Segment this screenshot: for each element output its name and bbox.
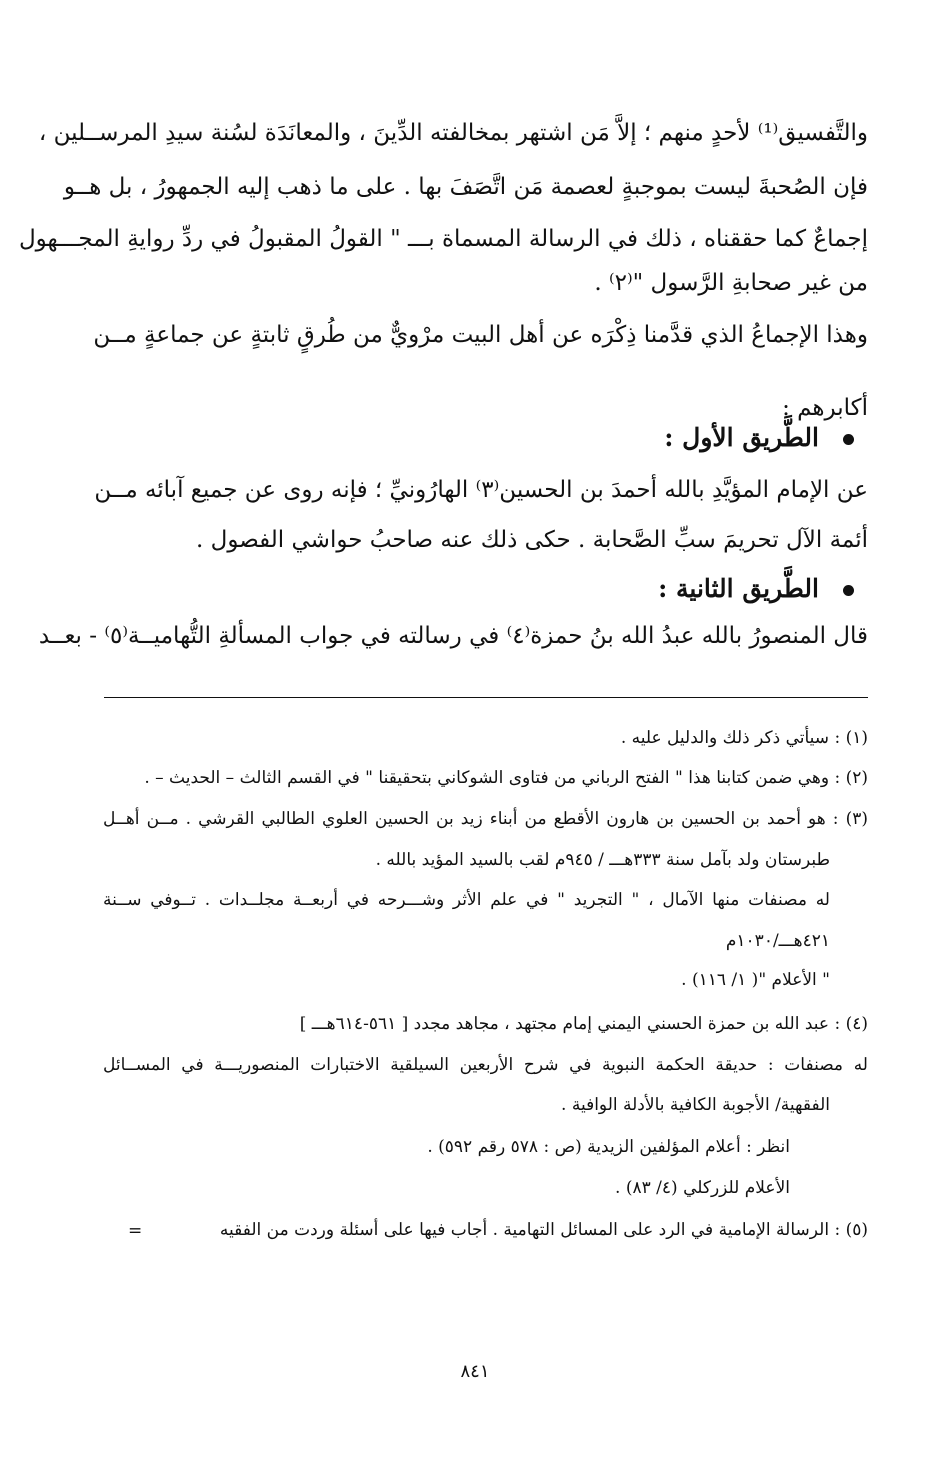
section-heading-first-path-text: الطَّريق الأول :	[664, 423, 819, 452]
footnote-1: (١) : سيأتي ذكر ذلك والدليل عليه .	[620, 728, 868, 748]
para2-line-2: أئمة الآل تحريمَ سبِّ الصَّحابة . حكى ذلك عنه صاحبُ حواشي الفصول .	[196, 527, 868, 553]
para2-line-1: عن الإمام المؤيَّدِ بالله أحمدَ بن الحسين⁽٣⁾ الهارُونيِّ ؛ فإنه روى عن جميع آبائه مــن	[94, 477, 868, 503]
body-line-2: فإن الصُحبةَ ليست بموجبةٍ لعصمة مَن اتَّصَفَ بها . على ما ذهب إليه الجمهورُ ، بل هــو	[63, 174, 868, 200]
footnote-3-line-3: له مصنفات منها الآمال ، " التجريد " في علم الأثر وشـــرحه في أربعــة مجلــدات . تــوفي ســنة	[103, 890, 830, 910]
para3-line-1: قال المنصورُ بالله عبدُ الله بنُ حمزة⁽٤⁾ في رسالته في جواب المسألةِ التُّهاميــة⁽٥⁾ - بعــد	[38, 623, 868, 649]
footnote-3-line-2: طبرستان ولد بآمل سنة ٣٣٣هـــ / ٩٤٥م لقب بالسيد المؤيد بالله .	[375, 850, 830, 870]
section-heading-second-path-text: الطَّريق الثانية :	[658, 574, 819, 603]
bullet-icon	[843, 585, 854, 596]
footnote-4-line-1: (٤) : عبد الله بن حمزة الحسني اليمني إمام مجتهد ، مجاهد مجدد [ ٥٦١-٦١٤هـــ ]	[299, 1014, 868, 1034]
footnote-continuation-mark: =	[128, 1221, 143, 1241]
footnote-2: (٢) : وهي ضمن كتابنا هذا " الفتح الرباني من فتاوى الشوكاني بتحقيقنا " في القسم الثالث – الحديث – .	[144, 768, 868, 788]
page-number: ٨٤١	[460, 1361, 490, 1382]
footnote-3-line-4: ٤٢١هـــ/١٠٣٠م	[725, 931, 830, 951]
footnote-4-line-3: الفقهية/ الأجوبة الكافية بالأدلة الوافية .	[561, 1095, 830, 1115]
footnote-4-line-5: الأعلام للزركلي (٤/ ٨٣) .	[615, 1178, 790, 1198]
body-line-3: إجماعٌ كما حققناه ، ذلك في الرسالة المسماة بـــ " القولُ المقبولُ في ردِّ روايةِ المجـــهول	[18, 226, 868, 252]
body-line-6: أكابرهم :	[782, 395, 868, 421]
footnote-separator	[104, 697, 868, 698]
section-heading-second-path	[658, 574, 854, 603]
footnote-5: (٥) : الرسالة الإمامية في الرد على المسائل التهامية . أجاب فيها على أسئلة وردت من الفقيه	[219, 1220, 868, 1240]
footnote-4-line-2: له مصنفات : حديقة الحكمة النبوية في شرح الأربعين السيلقية الاختبارات المنصوريـــة في المســائل	[103, 1055, 868, 1075]
body-line-5: وهذا الإجماعُ الذي قدَّمنا ذِكْرَه عن أهل البيت مرْويٌّ من طُرقٍ ثابتةٍ عن جماعةٍ مــن	[93, 322, 868, 348]
footnote-3-line-5: " الأعلام "( ١/ ١١٦) .	[681, 970, 830, 990]
bullet-icon	[843, 434, 854, 445]
body-line-4: من غير صحابةِ الرَّسول "⁽٢⁾ .	[594, 270, 868, 296]
body-line-1: والتَّفسيق⁽¹⁾ لأحدٍ منهم ؛ إلاَّ مَن اشتهر بمخالفته الدِّينَ ، والمعانَدَة لسُنة سيدِ المرســلين ،	[38, 120, 868, 146]
footnote-4-line-4: انظر : أعلام المؤلفين الزيدية (ص : ٥٧٨ رقم ٥٩٢) .	[427, 1137, 790, 1157]
section-heading-first-path	[664, 423, 854, 452]
footnote-3-line-1: (٣) : هو أحمد بن الحسين بن هارون الأقطع من أبناء زيد بن الحسين العلوي الطالبي القرشي . مــن أهــل	[103, 809, 868, 829]
